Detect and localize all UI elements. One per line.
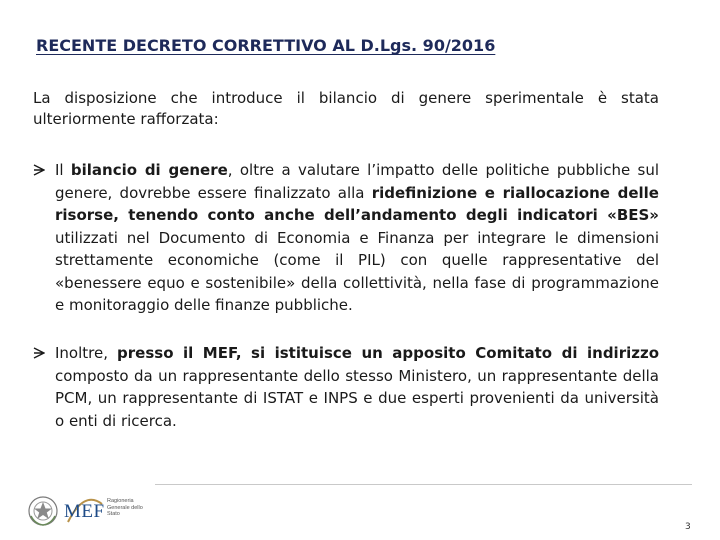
arrow-bullet-icon [33, 342, 49, 359]
arrow-bullet-icon [33, 159, 49, 176]
bullet2-bold: presso il MEF, si istituisce un apposito Comitato di indirizzo [117, 344, 660, 362]
slide-title: RECENTE DECRETO CORRETTIVO AL D.Lgs. 90/2016 [36, 36, 496, 55]
mef-logo-text: MEF [64, 501, 105, 522]
mef-logo-subtext: Ragioneria Generale dello Stato [107, 498, 143, 517]
bullet1-bold: bilancio di genere [70, 161, 228, 179]
bullet1-bold: ridefinizione e riallocazione delle risorse, tenendo conto anche dell’andamento degli indicatori «BES» [55, 183, 659, 224]
bullet1-text: Il [55, 161, 71, 179]
intro-paragraph: La disposizione che introduce il bilancio di genere sperimentale è stata ulteriormente rafforzata: [33, 89, 659, 128]
footer-divider [155, 484, 692, 485]
italian-republic-emblem-icon [26, 494, 60, 532]
bullet-item-bilancio [33, 159, 659, 317]
bullet2-text: composto da un rappresentante dello stesso Ministero, un rappresentante della PCM, un rappresentante di ISTAT e INPS e due esperti provenienti da università o enti di ricerca. [55, 366, 659, 430]
bullet1-text: utilizzati nel Documento di Economia e Finanza per integrare le dimensioni strettamente economiche (come il PIL) con quelle rappresentative del «benessere equo e sostenibile» della collettività, nella fase di programmazione e monitoraggio delle finanze pubbliche. [55, 228, 659, 314]
bullet2-text: Inoltre, [55, 344, 118, 362]
bullet1-text: , oltre a valutare l’impatto delle politiche pubbliche sul genere, dovrebbe essere finalizzato alla [55, 161, 659, 202]
page-number: 3 [685, 522, 691, 532]
bullet-item-comitato [33, 342, 659, 432]
